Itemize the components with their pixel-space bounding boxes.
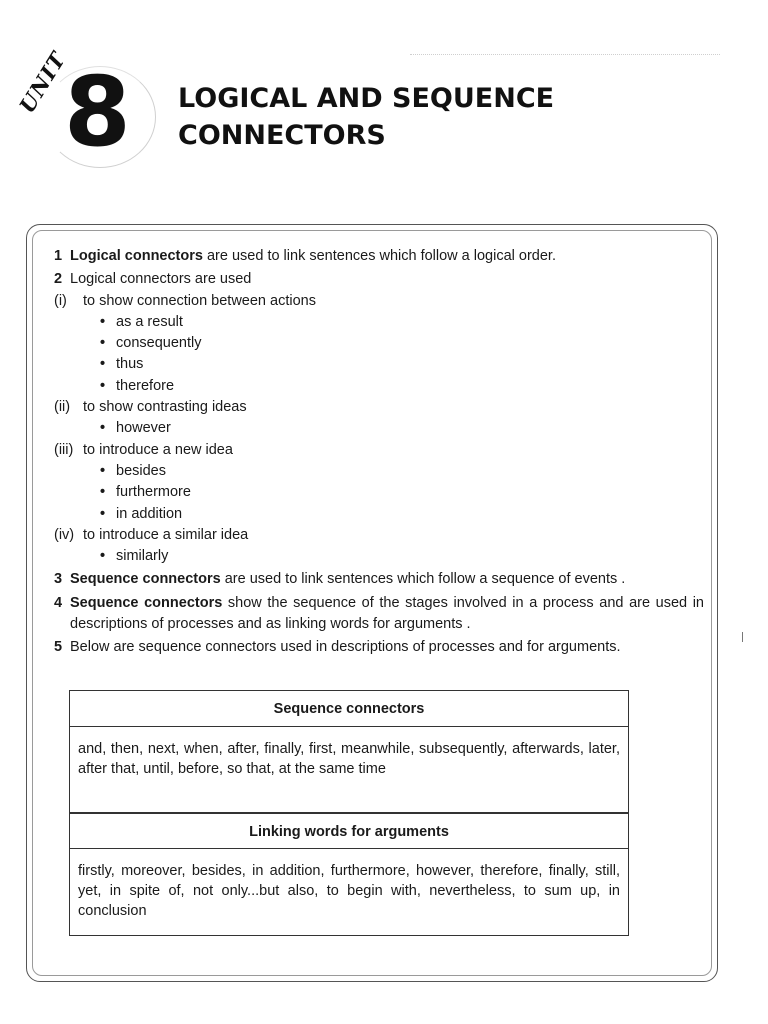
sub-item-text: to show contrasting ideas	[83, 399, 247, 416]
bullet-item: • similarly	[54, 546, 704, 567]
point-term: Sequence connectors	[70, 571, 221, 588]
point-number: 4	[54, 594, 63, 611]
margin-mark	[742, 632, 747, 642]
sub-item-i	[54, 291, 704, 312]
page-title-line-2: CONNECTORS	[178, 120, 386, 151]
point-4	[54, 593, 704, 636]
sub-item-label: (ii)	[54, 399, 71, 416]
point-text: are used to link sentences which follow a logical order.	[202, 248, 556, 264]
table-cell-linking-words: firstly, moreover, besides, in addition, furthermore, however, therefore, finally, still, yet, in spite of, not only...but also, to begin with, nevertheless, to sum up, in conclusion	[78, 863, 620, 919]
point-5	[54, 637, 704, 658]
unit-number: 8	[64, 56, 131, 168]
sub-item-text: to show connection between actions	[83, 292, 316, 309]
sub-item-text: to introduce a similar idea	[83, 526, 249, 543]
page-title-line-1: LOGICAL AND SEQUENCE	[178, 83, 555, 114]
bullet-item: • thus	[54, 354, 704, 375]
page-title	[178, 80, 554, 154]
bullet-item: • furthermore	[54, 482, 704, 503]
point-term: Sequence connectors	[70, 594, 223, 611]
bullet-item: • however	[54, 418, 704, 439]
table-header-linking-words: Linking words for arguments	[70, 813, 628, 849]
point-term: Logical connectors	[70, 248, 203, 264]
point-3	[54, 569, 704, 590]
table-header-sequence-connectors: Sequence connectors	[70, 691, 628, 727]
point-text: show the sequence of the stages involved in a process and are used in descriptions of processes and as linking words for arguments .	[70, 594, 704, 633]
point-number: 2	[54, 271, 63, 288]
sub-item-text: to introduce a new idea	[83, 441, 233, 458]
notes-content	[54, 246, 704, 659]
bullet-item: • besides	[54, 461, 704, 482]
bullet-item: • as a result	[54, 312, 704, 333]
point-text: Logical connectors are used	[70, 271, 252, 288]
point-number: 1	[54, 248, 63, 264]
bullet-item: • therefore	[54, 376, 704, 397]
unit-label: UNIT	[14, 47, 71, 118]
sub-item-label: (iv)	[54, 526, 75, 543]
sub-list	[54, 291, 704, 568]
sub-item-label: (i)	[54, 292, 67, 309]
point-1	[54, 246, 704, 267]
sub-item-ii	[54, 397, 704, 418]
point-2	[54, 269, 704, 290]
point-number: 5	[54, 639, 63, 656]
bullet-item: • in addition	[54, 504, 704, 525]
sub-item-label: (iii)	[54, 441, 74, 458]
table-cell-sequence-connectors: and, then, next, when, after, finally, first, meanwhile, subsequently, afterwards, later, after that, until, before, so that, at the same time	[70, 727, 628, 813]
bullet-item: • consequently	[54, 333, 704, 354]
point-text: are used to link sentences which follow a sequence of events .	[220, 571, 626, 588]
point-text: Below are sequence connectors used in descriptions of processes and for arguments.	[70, 639, 621, 656]
sub-item-iv	[54, 525, 704, 546]
point-number: 3	[54, 571, 63, 588]
sub-item-iii	[54, 440, 704, 461]
header-dotted-rule	[410, 54, 720, 59]
connectors-table	[69, 690, 629, 936]
